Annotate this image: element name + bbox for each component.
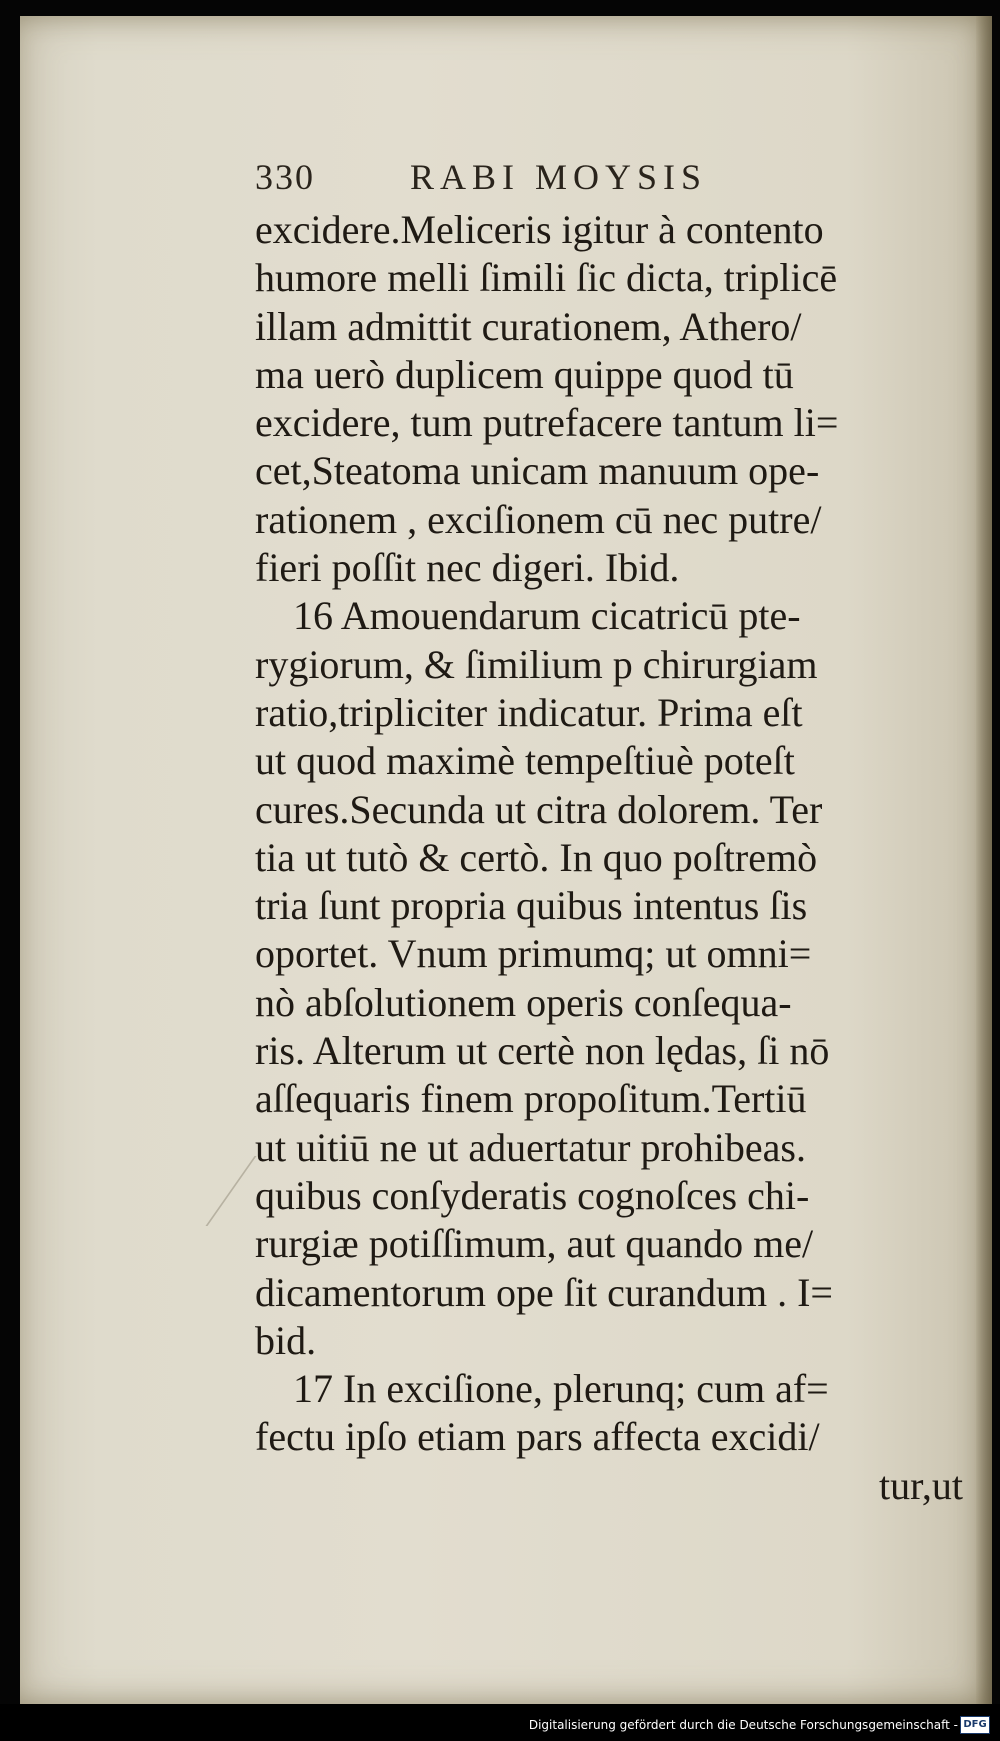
text-line: ma uerò duplicem quippe quod tū [255, 351, 794, 397]
catchword: tur,ut [879, 1462, 963, 1508]
text-line: tria ſunt propria quibus intentus ſis [255, 883, 808, 929]
text-line: aſſequaris finem propoſitum.Tertiū [255, 1076, 807, 1122]
text-line: rygiorum, & ſimilium p chirurgiam [255, 641, 818, 687]
text-line: rationem , exciſionem cū nec putre/ [255, 496, 822, 542]
text-line: dicamentorum ope ſit curandum . I= [255, 1269, 833, 1315]
running-title: RABI MOYSIS [410, 157, 708, 197]
page-edge-shadow [976, 16, 992, 1704]
text-line: rurgiæ potiſſimum, aut quando me/ [255, 1221, 814, 1267]
text-line: excidere.Meliceris igitur à contento [255, 207, 824, 252]
book-page [20, 16, 992, 1704]
text-line: cet,Steatoma unicam manuum ope- [255, 448, 820, 494]
text-line: illam admittit curationem, Athero/ [255, 303, 802, 349]
text-line: ratio,tripliciter indicatur. Prima eſt [255, 689, 803, 735]
text-line: nò abſolutionem operis conſequa- [255, 979, 792, 1025]
dfg-logo-icon: DFG [960, 1716, 990, 1734]
page-header [255, 156, 975, 198]
text-line: ut quod maximè tempeſtiuè poteſt [255, 738, 795, 784]
digitization-footer [0, 1704, 1000, 1741]
funding-credit: Digitalisierung gefördert durch die Deutsche Forschungsgemeinschaft - [528, 1718, 958, 1732]
page-number: 330 [255, 157, 315, 197]
text-line: ris. Alterum ut certè non lędas, ſi nō [255, 1028, 830, 1074]
text-line: oportet. Vnum primumq; ut omni= [255, 931, 812, 977]
text-line: bid. [255, 1317, 317, 1363]
text-line: fieri poſſit nec digeri. Ibid. [255, 545, 680, 591]
section-16-start: 16 Amouendarum cicatricū pte- [293, 593, 801, 639]
text-line: tia ut tutò & certò. In quo poſtremò [255, 834, 818, 880]
text-line: quibus conſyderatis cognoſces chi- [255, 1172, 810, 1218]
section-17-start: 17 In exciſione, plerunq; cum af= [293, 1366, 829, 1412]
body-text [255, 206, 975, 1510]
text-line: fectu ipſo etiam pars affecta excidi/ [255, 1414, 820, 1460]
text-line: cures.Secunda ut citra dolorem. Ter [255, 786, 823, 832]
text-line: ut uitiū ne ut aduertatur prohibeas. [255, 1124, 806, 1170]
text-line: humore melli ſimili ſic dicta, triplicē [255, 255, 838, 301]
text-line: excidere, tum putrefacere tantum li= [255, 400, 839, 446]
